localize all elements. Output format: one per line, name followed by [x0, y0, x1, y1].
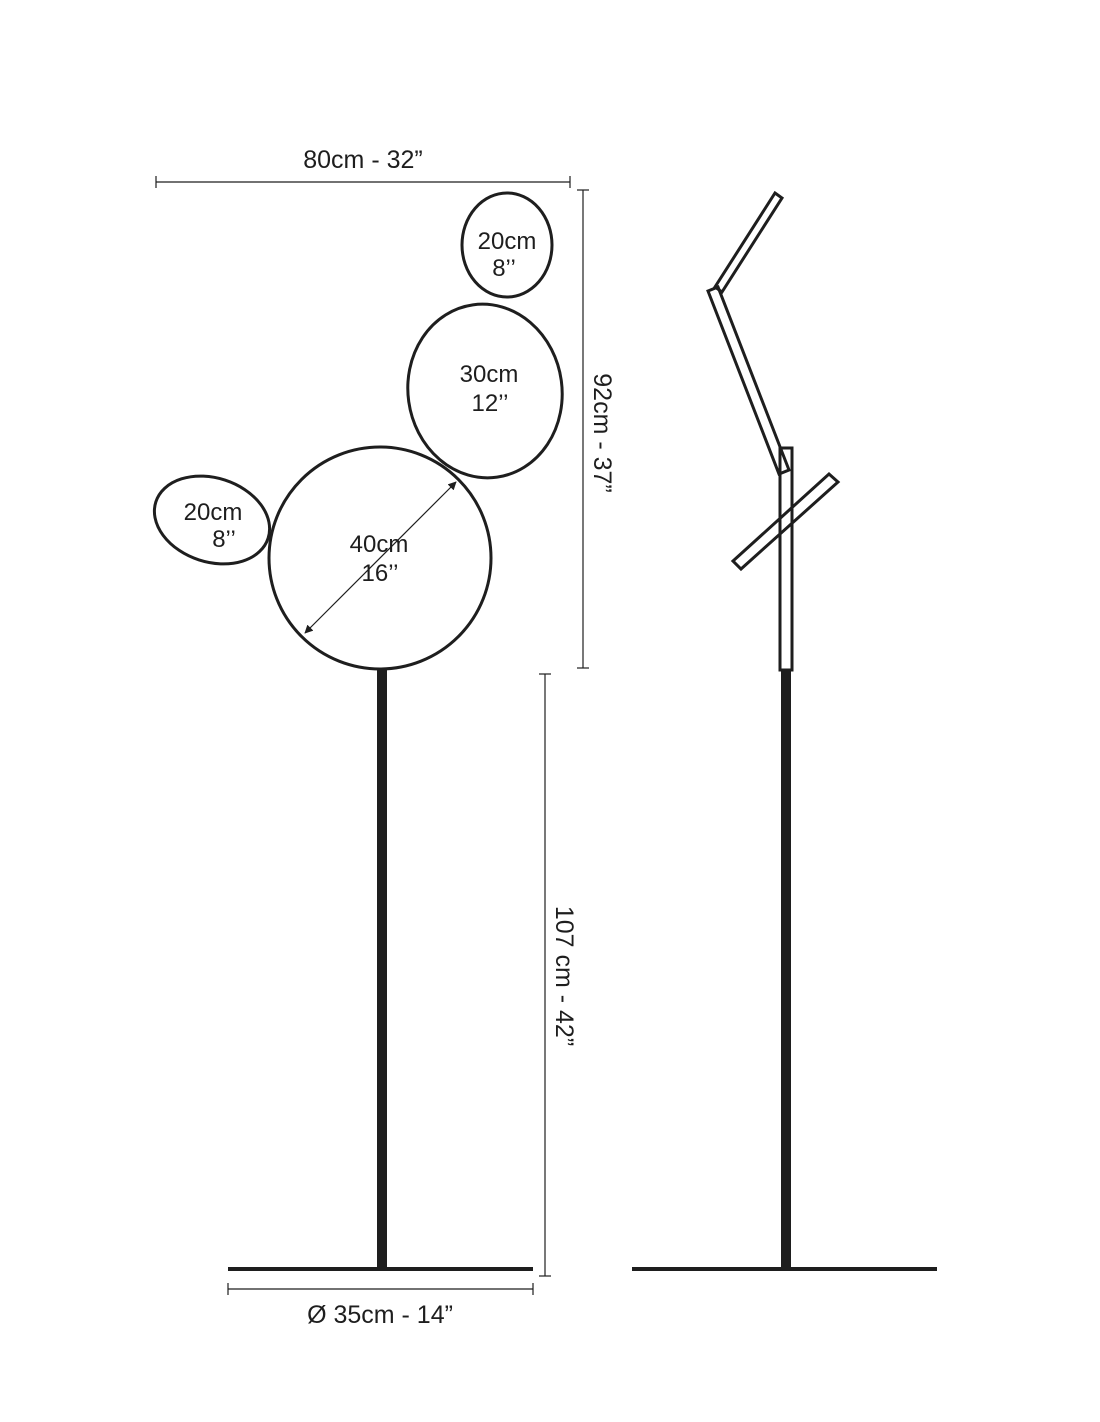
base-diameter-label: Ø 35cm - 14”: [307, 1301, 453, 1329]
front-view: [143, 146, 616, 1329]
shade-top-small-size-cm: 20cm: [477, 228, 537, 255]
shade-large-size-in: 16’’: [361, 560, 399, 587]
shade-middle-size-in: 12’’: [471, 390, 509, 417]
shade-left-small-size-cm: 20cm: [183, 499, 243, 526]
shade-middle-size-cm: 30cm: [459, 361, 519, 388]
side-view: [632, 193, 937, 1269]
head-height-label: 92cm - 37”: [588, 373, 616, 493]
head-height-dimension: [577, 190, 616, 668]
width-label: 80cm - 32”: [303, 146, 423, 174]
stem-height-dimension: [539, 674, 578, 1276]
shade-top-small-size-in: 8’’: [492, 255, 516, 282]
side-shade-cross: [733, 474, 838, 569]
side-shade-top: [715, 193, 782, 292]
shade-large-size-cm: 40cm: [349, 531, 409, 558]
width-dimension: [156, 146, 570, 188]
base-dimension: [228, 1283, 533, 1329]
stem-height-label: 107 cm - 42”: [550, 905, 578, 1047]
side-shade-large: [780, 448, 792, 670]
side-shade-middle: [708, 287, 789, 474]
shade-left-small-size-in: 8’’: [212, 526, 236, 553]
